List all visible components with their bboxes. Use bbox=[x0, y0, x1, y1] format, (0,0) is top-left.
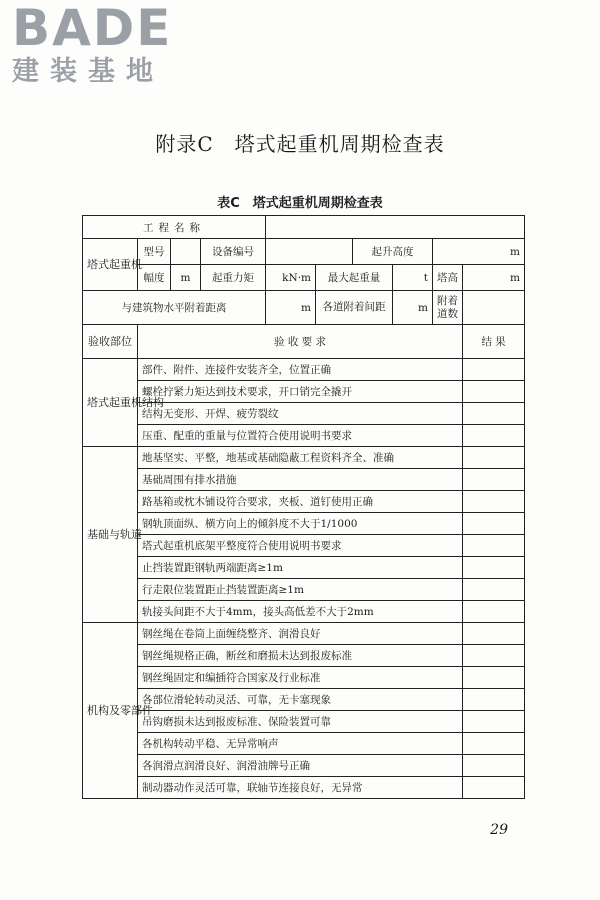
requirement-item: 压重、配重的重量与位置符合使用说明书要求 bbox=[138, 425, 463, 447]
requirement-item: 行走限位装置距止挡装置距离≥1m bbox=[138, 579, 463, 601]
result-cell[interactable] bbox=[463, 711, 525, 733]
result-cell[interactable] bbox=[463, 425, 525, 447]
requirement-item: 钢丝绳规格正确，断丝和磨损未达到报废标准 bbox=[138, 645, 463, 667]
requirement-item: 止挡装置距钢轨两端距离≥1m bbox=[138, 557, 463, 579]
result-cell[interactable] bbox=[463, 535, 525, 557]
requirement-item: 钢丝绳在卷筒上面缠绕整齐、润滑良好 bbox=[138, 623, 463, 645]
max-load-unit: t bbox=[393, 265, 433, 291]
requirement-item: 制动器动作灵活可靠，联轴节连接良好，无异常 bbox=[138, 777, 463, 799]
requirements-column-header: 验 收 要 求 bbox=[138, 325, 463, 359]
model-label: 型号 bbox=[138, 239, 171, 265]
inspection-table bbox=[82, 215, 525, 799]
result-cell[interactable] bbox=[463, 667, 525, 689]
attach-count-value bbox=[463, 291, 525, 325]
result-cell[interactable] bbox=[463, 601, 525, 623]
building-distance-unit: m bbox=[266, 291, 316, 325]
lift-height-unit: m bbox=[433, 239, 525, 265]
page-number: 29 bbox=[490, 822, 508, 838]
requirement-item: 各机构转动平稳、无异常响声 bbox=[138, 733, 463, 755]
requirement-item: 基础周围有排水措施 bbox=[138, 469, 463, 491]
section-mechanism-name: 机构及零部件 bbox=[83, 623, 138, 799]
result-cell[interactable] bbox=[463, 359, 525, 381]
building-distance-label: 与建筑物水平附着距离 bbox=[83, 291, 266, 325]
equipment-no-label: 设备编号 bbox=[201, 239, 266, 265]
project-name-label: 工程名称 bbox=[83, 216, 266, 239]
requirement-item: 各润滑点润滑良好、润滑油牌号正确 bbox=[138, 755, 463, 777]
requirement-item: 钢轨顶面纵、横方向上的倾斜度不大于1/1000 bbox=[138, 513, 463, 535]
result-cell[interactable] bbox=[463, 755, 525, 777]
requirement-item: 钢丝绳固定和编插符合国家及行业标准 bbox=[138, 667, 463, 689]
tower-crane-label: 塔式起重机 bbox=[83, 239, 138, 291]
result-cell[interactable] bbox=[463, 579, 525, 601]
max-load-label: 最大起重量 bbox=[316, 265, 393, 291]
attach-count-label: 附着道数 bbox=[433, 291, 463, 325]
requirement-item: 路基箱或枕木铺设符合要求，夹板、道钉使用正确 bbox=[138, 491, 463, 513]
result-cell[interactable] bbox=[463, 469, 525, 491]
model-value bbox=[171, 239, 201, 265]
result-cell[interactable] bbox=[463, 447, 525, 469]
result-cell[interactable] bbox=[463, 777, 525, 799]
requirement-item: 结构无变形、开焊、疲劳裂纹 bbox=[138, 403, 463, 425]
requirement-item: 地基坚实、平整，地基或基础隐蔽工程资料齐全、准确 bbox=[138, 447, 463, 469]
result-cell[interactable] bbox=[463, 645, 525, 667]
result-cell[interactable] bbox=[463, 623, 525, 645]
section-foundation-name: 基础与轨道 bbox=[83, 447, 138, 623]
section-structure-name: 塔式起重机结构 bbox=[83, 359, 138, 447]
result-cell[interactable] bbox=[463, 557, 525, 579]
tower-height-unit: m bbox=[463, 265, 525, 291]
requirement-item: 轨接头间距不大于4mm，接头高低差不大于2mm bbox=[138, 601, 463, 623]
logo-subtitle: 建装基地 bbox=[12, 56, 164, 87]
equipment-no-value bbox=[266, 239, 353, 265]
amplitude-unit: m bbox=[171, 265, 201, 291]
result-cell[interactable] bbox=[463, 491, 525, 513]
lift-height-label: 起升高度 bbox=[353, 239, 433, 265]
lift-moment-unit: kN·m bbox=[266, 265, 316, 291]
attach-spacing-unit: m bbox=[393, 291, 433, 325]
requirement-item: 部件、附件、连接件安装齐全，位置正确 bbox=[138, 359, 463, 381]
part-column-header: 验收部位 bbox=[83, 325, 138, 359]
result-cell[interactable] bbox=[463, 381, 525, 403]
requirement-item: 螺栓拧紧力矩达到技术要求，开口销完全撬开 bbox=[138, 381, 463, 403]
result-column-header: 结 果 bbox=[463, 325, 525, 359]
attach-spacing-label: 各道附着间距 bbox=[316, 291, 393, 325]
requirement-item: 塔式起重机底架平整度符合使用说明书要求 bbox=[138, 535, 463, 557]
table-caption: 表C 塔式起重机周期检查表 bbox=[217, 196, 383, 211]
lift-moment-label: 起重力矩 bbox=[201, 265, 266, 291]
tower-height-label: 塔高 bbox=[433, 265, 463, 291]
bade-logo bbox=[12, 2, 172, 88]
result-cell[interactable] bbox=[463, 513, 525, 535]
logo-brand: BADE bbox=[12, 0, 173, 57]
appendix-title: 附录C 塔式起重机周期检查表 bbox=[155, 132, 445, 156]
requirement-item: 各部位滑轮转动灵活、可靠，无卡塞现象 bbox=[138, 689, 463, 711]
result-cell[interactable] bbox=[463, 733, 525, 755]
requirement-item: 吊钩磨损未达到报废标准、保险装置可靠 bbox=[138, 711, 463, 733]
result-cell[interactable] bbox=[463, 403, 525, 425]
result-cell[interactable] bbox=[463, 689, 525, 711]
project-name-value bbox=[266, 216, 525, 239]
amplitude-label: 幅度 bbox=[138, 265, 171, 291]
